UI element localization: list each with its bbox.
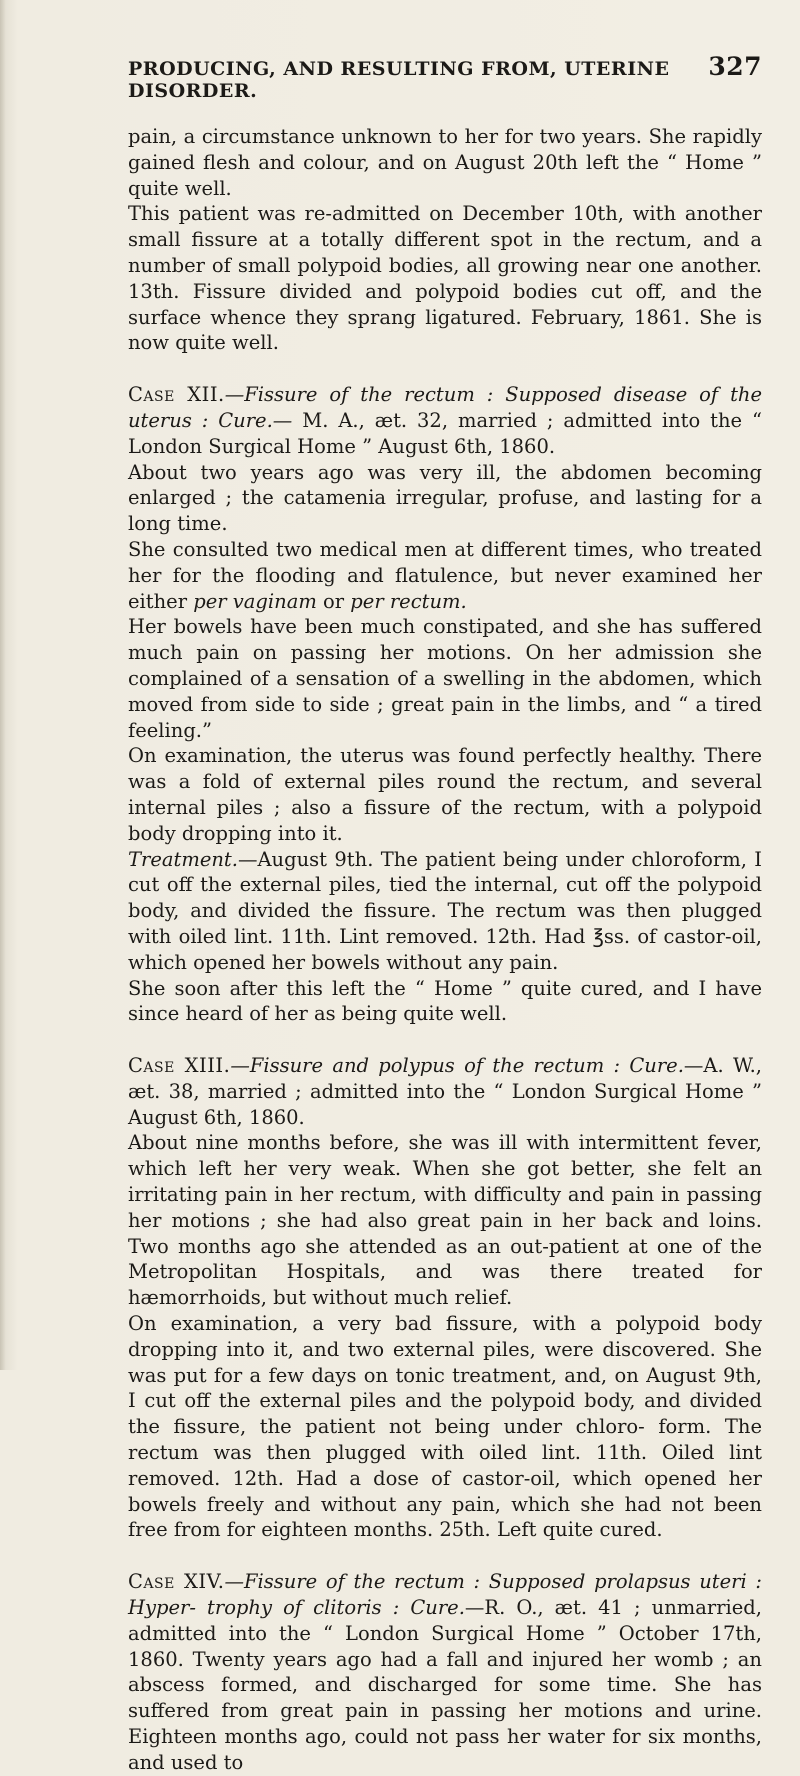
paragraph: On examination, a very bad fissure, with a polypoid body dropping into it, and two external piles, were discovered. She was put for a few days on tonic treatment, and, on August 9th, I cut off the external piles and the polypoid body, and divided the fissure, the patient not being under chloro- form. The rectum was then plugged with oiled lint. 11th. Oiled lint removed. 12th. Had a dose of castor-oil, which opened her bowels freely and without any pain, which she had not been free from for eighteen months. 25th. Left quite cured.: [128, 1312, 762, 1542]
latin-term: per vaginam: [193, 589, 317, 613]
text-run: She consulted two medical men at different times, who treated her for the flooding and flatulence, but never examined her either: [128, 537, 762, 613]
case-intro: —R. O., æt. 41 ; unmarried, admitted into the “ London Surgical Home ” October 17th, 1860. Twenty years ago had a fall and injured her womb ; an abscess formed, and discharged for some time. She has suffered from great pain in passing her motions and urine. Eighteen months ago, could not pass her water for six months, and used to: [128, 1596, 762, 1774]
text-run: —August 9th. The patient being under chloroform, I cut off the external piles, tied the internal, cut off the polypoid body, and divided the fissure. The rectum was then plugged with oiled lint. 11th. Lint removed. 12th. Had ℥ss. of castor-oil, which opened her bowels without any pain.: [128, 847, 762, 974]
paragraph: [128, 847, 762, 976]
case-title: —Fissure and polypus of the rectum : Cure.: [230, 1054, 684, 1078]
case-xiv: [128, 1569, 762, 1775]
paragraph: About nine months before, she was ill with intermittent fever, which left her very weak. When she got better, she felt an irritating pain in her rectum, with difficulty and pain in passing her motions ; she had also great pain in her back and loins. Two months ago she attended as an out-patient at one of the Metropolitan Hospitals, and was there treated for hæmorrhoids, but without much relief.: [128, 1131, 762, 1310]
latin-term: per rectum.: [350, 589, 467, 613]
text-run: or: [316, 589, 351, 613]
case-intro: —A. W., æt. 38, married ; admitted into the “ London Surgical Home ” August 6th, 1860.: [128, 1054, 763, 1129]
page-number: 327: [708, 52, 762, 81]
paragraph: About two years ago was very ill, the abdomen becoming enlarged ; the catamenia irregular, profuse, and lasting for a long time.: [128, 460, 762, 536]
running-title: PRODUCING, AND RESULTING FROM, UTERINE DISORDER.: [128, 58, 670, 102]
paragraph: Her bowels have been much constipated, and she has suffered much pain on passing her motions. On her admission she complained of a sensation of a swelling in the abdomen, which moved from side to side ; great pain in the limbs, and “ a tired feeling.”: [128, 615, 762, 742]
case-heading: [128, 1053, 762, 1130]
case-label: Case XII.: [128, 383, 225, 407]
case-label: Case XIII.: [128, 1054, 231, 1078]
case-intro: M. A., æt. 32, married ; admitted into the “ London Surgical Home ” August 6th, 1860.: [128, 408, 762, 458]
body-text: [128, 124, 762, 1776]
case-heading: [128, 382, 762, 459]
paragraph: pain, a circumstance unknown to her for two years. She rapidly gained flesh and colour, and on August 20th left the “ Home ” quite well.: [128, 125, 762, 200]
case-title: —Fissure of the rectum : Supposed prolapsus uteri : Hyper- trophy of clitoris : Cure.: [128, 1570, 763, 1620]
case-xiii: [128, 1053, 762, 1543]
paragraph: This patient was re-admitted on December 10th, with another small fissure at a totally different spot in the rectum, and a number of small polypoid bodies, all growing near one another. 13th. Fissure divided and polypoid bodies cut off, and the surface whence they sprang ligatured. February, 1861. She is now quite well.: [128, 202, 762, 355]
paragraph: [128, 537, 762, 614]
case-label: Case XIV.: [128, 1570, 225, 1594]
running-header: [128, 52, 762, 102]
treatment-label: Treatment.: [128, 847, 238, 871]
paragraph: On examination, the uterus was found perfectly healthy. There was a fold of external piles round the rectum, and several internal piles ; also a fissure of the rectum, with a polypoid body dropping into it.: [128, 744, 762, 845]
case-heading: [128, 1569, 762, 1775]
case-title: —Fissure of the rectum : Supposed disease of the uterus : Cure.—: [128, 383, 763, 432]
paragraph: She soon after this left the “ Home ” quite cured, and I have since heard of her as being quite well.: [128, 976, 762, 1026]
case-xii: [128, 382, 762, 1027]
